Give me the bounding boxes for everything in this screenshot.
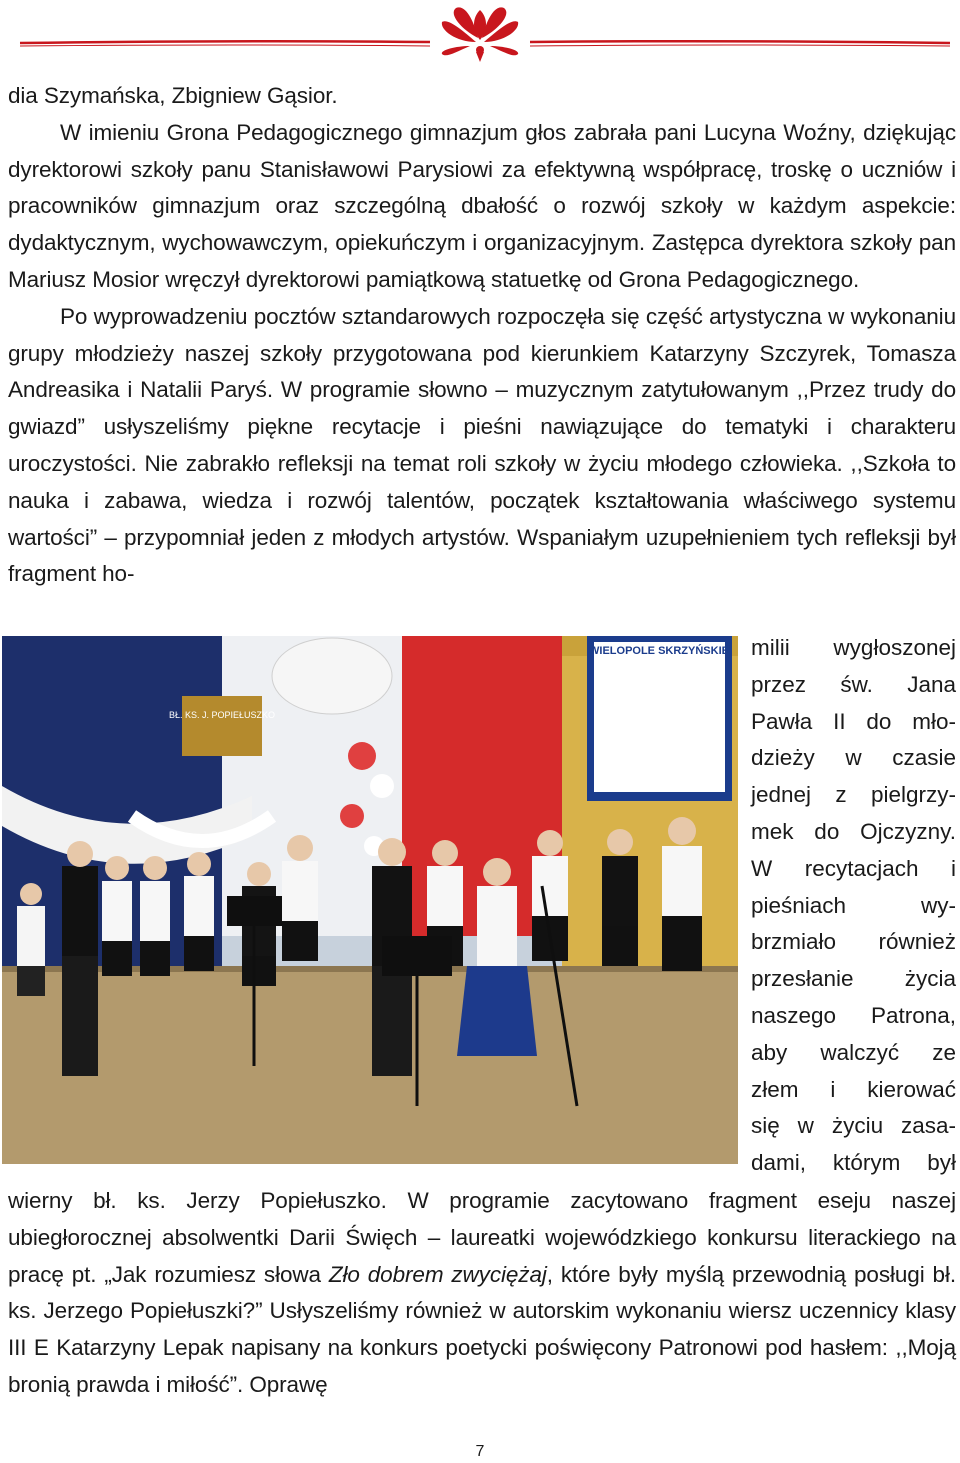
plaque-text: BŁ. KS. J. POPIEŁUSZKO <box>168 710 276 720</box>
side-line: brzmiało również <box>751 929 956 955</box>
paragraph-teachers-speech: W imieniu Grona Pedagogicznego gimnazjum głos zabrała pani Lucyna Woźny, dziękując dyrektorowi szkoły panu Stanisławowi Parysiowi za efektywną współpracę, troskę o uczniów i pracowników gimnazjum oraz szczególną dbałość o rozwój szkoły w każdym aspekcie: dydaktycznym, wychowawczym, opiekuńczym i organizacyjnym. Zastępca dyrektora szkoły pan Mariusz Mosior wręczył dyrektorowi pamiątkową statuetkę od Grona Pedagogicznego. <box>8 119 956 292</box>
article-text-top <box>8 78 956 593</box>
side-line: jednej z pielgrzy- <box>751 782 956 808</box>
side-line: dzieży w czasie <box>751 745 956 771</box>
paragraph-continuation: dia Szymańska, Zbigniew Gąsior. <box>8 83 338 108</box>
page-number: 7 <box>475 1443 485 1460</box>
side-line: dami, którym był <box>751 1150 956 1176</box>
article-text-side <box>751 630 956 1182</box>
paragraph-artistic-part: Po wyprowadzeniu pocztów sztandarowych rozpoczęła się część artystyczna w wykonaniu grupy młodzieży naszej szkoły przygotowana pod kierunkiem Katarzyny Szczyrek, Tomasza Andreasika i Natalii Paryś. W programie słowno – muzycznym zatytułowanym ,,Przez trudy do gwiazd” usłyszeliśmy piękne recytacje i pieśni nawiązujące do tematyki i charakteru uroczystości. Nie zabrakło refleksji na temat roli szkoły w życiu młodego człowieka. ,,Szkoła to nauka i zabawa, wiedza i rozwój talentów, początek kształtowania właściwego systemu wartości” – przypomniał jeden z młodych artystów. Wspaniałym uzupełnieniem tych refleksji był fragment ho- <box>8 303 956 587</box>
quoted-title: Zło dobrem zwyciężaj <box>328 1261 547 1287</box>
side-line: naszego Patrona, <box>751 1002 956 1028</box>
side-line: milii wygłoszonej <box>751 635 956 660</box>
paragraph-essay-poem <box>8 1183 956 1404</box>
side-line: Pawła II do mło- <box>751 708 956 734</box>
article-text-bottom <box>8 1183 956 1404</box>
red-ornament-icon <box>0 0 960 70</box>
side-line: mek do Ojczyzny. <box>751 818 956 844</box>
side-line: złem i kierować <box>751 1076 956 1102</box>
bottom-text-part1: wierny bł. ks. Jerzy Popiełuszko. W programie zacytowano fragment eseju naszej ubiegłorocznej absolwentki Darii Święch – laureatki wojewódzkiego konkursu literackiego na pracę pt. „Jak rozumiesz słowa <box>8 1188 956 1287</box>
side-line: W recytacjach i <box>751 855 956 881</box>
side-line: przesłanie życia <box>751 966 956 992</box>
side-line: się w życiu zasa- <box>751 1113 956 1139</box>
side-line: pieśniach wy- <box>751 892 956 918</box>
banner-text: WIELOPOLE SKRZYŃSKIE <box>589 645 729 657</box>
side-line: aby walczyć ze <box>751 1039 956 1065</box>
students-performance-illustration <box>2 636 738 1164</box>
page-header <box>0 0 960 70</box>
side-line: przez św. Jana <box>751 671 956 697</box>
ceremony-photo <box>2 636 738 1164</box>
bottom-text-part2: , które były myślą przewodnią posługi bł. ks. Jerzego Popiełuszki?” Usłyszeliśmy również w autorskim wykonaniu wiersz uczennicy klasy III E Katarzyny Lepak napisany na konkurs poetycki poświęcony Patronowi pod hasłem: ,,Moją bronią prawda i miłość”. Oprawę <box>8 1261 956 1397</box>
